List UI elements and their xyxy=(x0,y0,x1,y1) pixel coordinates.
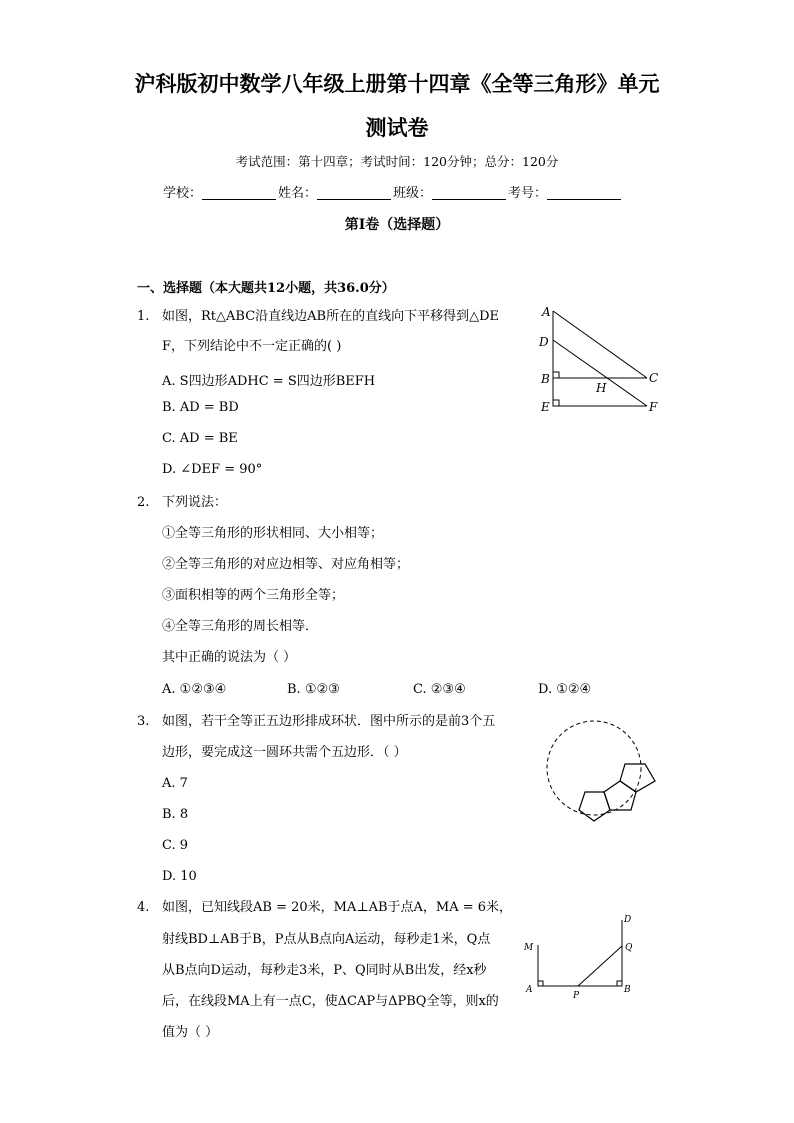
q1-figure xyxy=(535,303,665,418)
q3-option-c-label: C. xyxy=(162,838,176,853)
q1-option-b[interactable] xyxy=(162,400,239,415)
q4-label-d: D xyxy=(624,915,632,925)
q3-option-b-label: B. xyxy=(162,807,176,822)
field-name-blank[interactable] xyxy=(317,185,391,200)
q1-option-a-label: A. xyxy=(162,374,176,389)
field-school-label: 学校： xyxy=(163,186,203,201)
q2-line4: ③面积相等的两个三角形全等； xyxy=(162,588,345,603)
q1-label-c: C xyxy=(649,371,659,385)
q1-right-angle-b xyxy=(553,372,559,378)
q2-option-b[interactable] xyxy=(287,682,340,697)
q1-label-f: F xyxy=(649,400,658,414)
q4-number: 4. xyxy=(137,900,150,915)
q4-label-q: Q xyxy=(625,943,633,953)
q3-option-a[interactable] xyxy=(162,776,188,791)
q4-label-p: P xyxy=(573,991,580,1001)
q1-label-b: B xyxy=(541,372,550,386)
q1-line-ac xyxy=(553,311,647,378)
q4-label-a: A xyxy=(526,985,533,995)
q3-figure xyxy=(538,708,663,833)
q2-option-c[interactable] xyxy=(413,682,466,697)
q1-label-h: H xyxy=(596,381,607,395)
q4-label-m: M xyxy=(524,943,534,953)
q4-line2: 射线BD⊥AB于B，P点从B点向A运动，每秒走1米，Q点 xyxy=(162,932,491,947)
q1-line1: 如图，Rt△ABC沿直线边AB所在的直线向下平移得到△DE xyxy=(162,309,499,324)
q1-option-d-text: ∠DEF = 90° xyxy=(180,462,263,477)
q4-label-b: B xyxy=(624,985,631,995)
q1-option-d-label: D. xyxy=(162,462,177,477)
field-class-blank[interactable] xyxy=(432,185,506,200)
q2-option-a-label: A. xyxy=(162,682,176,697)
q3-option-b[interactable] xyxy=(162,807,188,822)
q3-option-d[interactable] xyxy=(162,869,197,884)
q4-right-angle-a xyxy=(538,981,543,986)
q3-pentagon-2 xyxy=(604,781,636,810)
section-heading: 一、选择题（本大题共12小题，共36.0分） xyxy=(137,281,395,296)
q1-line-df xyxy=(553,340,647,406)
q2-number: 2. xyxy=(137,495,150,510)
q1-label-d: D xyxy=(539,335,549,349)
q3-option-a-text: 7 xyxy=(179,776,188,791)
q1-option-a-text: S四边形ADHC = S四边形BEFH xyxy=(179,374,376,389)
q1-option-b-label: B. xyxy=(162,400,176,415)
q1-option-a[interactable] xyxy=(162,370,375,389)
field-id-label: 考号： xyxy=(508,186,548,201)
q2-line1: 下列说法： xyxy=(162,495,228,510)
section-title: 第I卷（选择题） xyxy=(344,217,450,233)
q1-label-a: A xyxy=(542,305,551,319)
q2-option-c-text: ②③④ xyxy=(430,682,466,697)
q4-line4: 后，在线段MA上有一点C，使ΔCAP与ΔPBQ全等，则x的 xyxy=(162,994,499,1009)
q3-line2: 边形，要完成这一圆环共需个五边形．（ ） xyxy=(162,745,407,760)
q3-line1: 如图，若干全等正五边形排成环状．图中所示的是前3个五 xyxy=(162,714,496,729)
field-name-label: 姓名： xyxy=(278,186,318,201)
q1-option-d[interactable] xyxy=(162,462,262,477)
q3-option-a-label: A. xyxy=(162,776,176,791)
student-info-fields xyxy=(163,182,623,201)
exam-title-line1: 沪科版初中数学八年级上册第十四章《全等三角形》单元 xyxy=(134,71,660,96)
q2-line3: ②全等三角形的对应边相等、对应角相等； xyxy=(162,557,410,572)
field-class-label: 班级： xyxy=(393,186,433,201)
q3-number: 3. xyxy=(137,714,150,729)
q2-line6: 其中正确的说法为（ ） xyxy=(162,650,297,665)
q3-option-c[interactable] xyxy=(162,838,188,853)
q4-line3: 从B点向D运动，每秒走3米，P、Q同时从B出发，经x秒 xyxy=(162,963,487,978)
q1-option-c[interactable] xyxy=(162,431,238,446)
q1-right-angle-e xyxy=(553,400,559,406)
field-id-blank[interactable] xyxy=(547,185,621,200)
exam-info: 考试范围：第十四章；考试时间：120分钟；总分：120分 xyxy=(235,154,559,169)
q2-option-b-label: B. xyxy=(287,682,301,697)
q3-dashed-circle xyxy=(547,721,641,815)
q3-pentagon-3 xyxy=(620,764,655,792)
q4-line-pq xyxy=(578,946,622,986)
q1-option-c-text: AD = BE xyxy=(179,431,238,446)
q1-line2: F，下列结论中不一定正确的( ) xyxy=(162,339,342,354)
q2-option-d[interactable] xyxy=(538,682,591,697)
q4-line5: 值为（ ） xyxy=(162,1025,219,1040)
q1-option-b-text: AD = BD xyxy=(179,400,239,415)
q3-option-d-text: 10 xyxy=(180,869,197,884)
field-school-blank[interactable] xyxy=(202,185,276,200)
q3-option-c-text: 9 xyxy=(179,838,189,853)
q2-option-b-text: ①②③ xyxy=(304,682,340,697)
q2-option-d-text: ①②④ xyxy=(556,682,592,697)
q2-line5: ④全等三角形的周长相等． xyxy=(162,619,319,634)
q1-number: 1. xyxy=(137,309,150,324)
q2-option-a-text: ①②③④ xyxy=(179,682,227,697)
q2-option-a[interactable] xyxy=(162,682,226,697)
q1-option-c-label: C. xyxy=(162,431,176,446)
q4-line1: 如图，已知线段AB = 20米，MA⊥AB于点A，MA = 6米， xyxy=(162,900,513,915)
q4-figure xyxy=(520,910,640,1005)
q2-line2: ①全等三角形的形状相同、大小相等； xyxy=(162,526,384,541)
q4-right-angle-b xyxy=(617,981,622,986)
q2-option-d-label: D. xyxy=(538,682,553,697)
q3-option-b-text: 8 xyxy=(179,807,189,822)
q1-label-e: E xyxy=(541,400,550,414)
exam-title-line2: 测试卷 xyxy=(365,115,429,140)
q3-option-d-label: D. xyxy=(162,869,177,884)
q2-option-c-label: C. xyxy=(413,682,427,697)
